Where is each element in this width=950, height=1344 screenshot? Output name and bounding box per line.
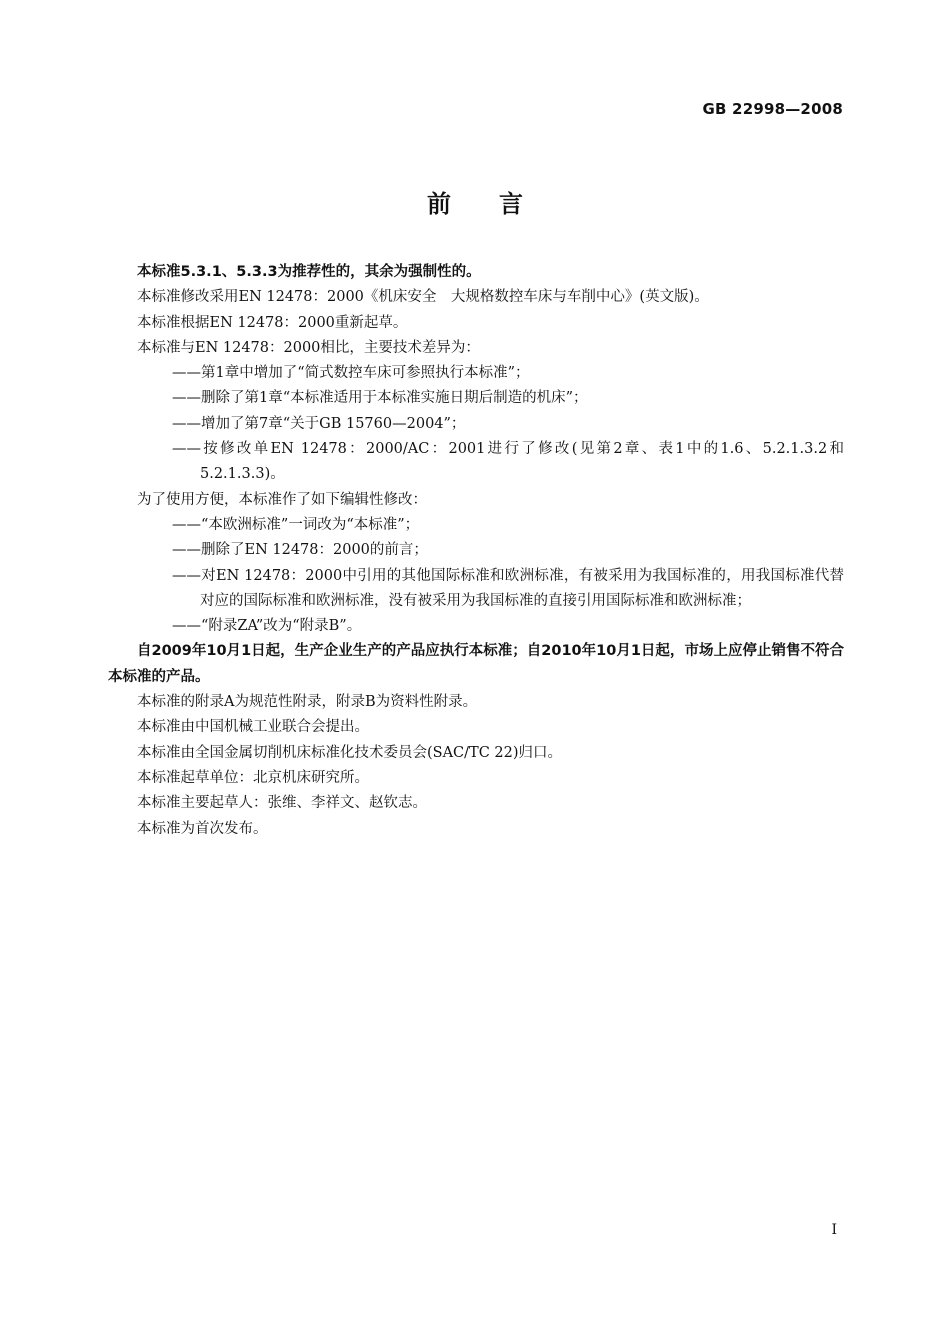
paragraph-adoption: 本标准修改采用EN 12478：2000《机床安全 大规格数控车床与车削中心》(英文版)。: [137, 289, 709, 306]
list-item: ——“附录ZA”改为“附录B”。: [172, 618, 362, 635]
list-item: ——“本欧洲标准”一词改为“本标准”；: [172, 516, 420, 533]
paragraph-drafters: 本标准主要起草人：张维、李祥文、赵钦志。: [137, 795, 427, 812]
paragraph-technical-differences: 本标准与EN 12478：2000相比，主要技术差异为：: [137, 339, 480, 356]
paragraph-annexes: 本标准的附录A为规范性附录，附录B为资料性附录。: [137, 694, 478, 711]
paragraph-effective-dates: 自2009年10月1日起，生产企业生产的产品应执行本标准；自2010年10月1日起，市场上应停止销售不符合本标准的产品。: [108, 643, 844, 685]
list-item: ——按修改单EN 12478：2000/AC：2001进行了修改(见第2章、表1中的1.6、5.2.1.3.2和5.2.1.3.3)。: [172, 441, 844, 483]
paragraph-drafting-unit: 本标准起草单位：北京机床研究所。: [137, 769, 369, 786]
paragraph-committee: 本标准由全国金属切削机床标准化技术委员会(SAC/TC 22)归口。: [137, 744, 563, 761]
paragraph-first-release: 本标准为首次发布。: [137, 820, 268, 837]
paragraph-recommendation: 本标准5.3.1、5.3.3为推荐性的，其余为强制性的。: [137, 264, 481, 280]
page-title: 前言: [427, 190, 571, 218]
list-item: ——删除了第1章“本标准适用于本标准实施日期后制造的机床”；: [172, 390, 588, 407]
paragraph-editorial-changes: 为了使用方便，本标准作了如下编辑性修改：: [137, 491, 427, 508]
list-item: ——删除了EN 12478：2000的前言；: [172, 542, 428, 559]
list-item: ——对EN 12478：2000中引用的其他国际标准和欧洲标准，有被采用为我国标准的，用我国标准代替对应的国际标准和欧洲标准，没有被采用为我国标准的直接引用国际标准和欧洲标准；: [172, 567, 844, 609]
standard-code: GB 22998—2008: [702, 100, 843, 118]
page-number: I: [831, 1222, 837, 1238]
paragraph-proposer: 本标准由中国机械工业联合会提出。: [137, 719, 369, 736]
list-item: ——增加了第7章“关于GB 15760—2004”；: [172, 415, 466, 432]
document-body: [108, 260, 844, 842]
paragraph-drafting-basis: 本标准根据EN 12478：2000重新起草。: [137, 314, 408, 331]
list-item: ——第1章中增加了“简式数控车床可参照执行本标准”；: [172, 365, 530, 382]
